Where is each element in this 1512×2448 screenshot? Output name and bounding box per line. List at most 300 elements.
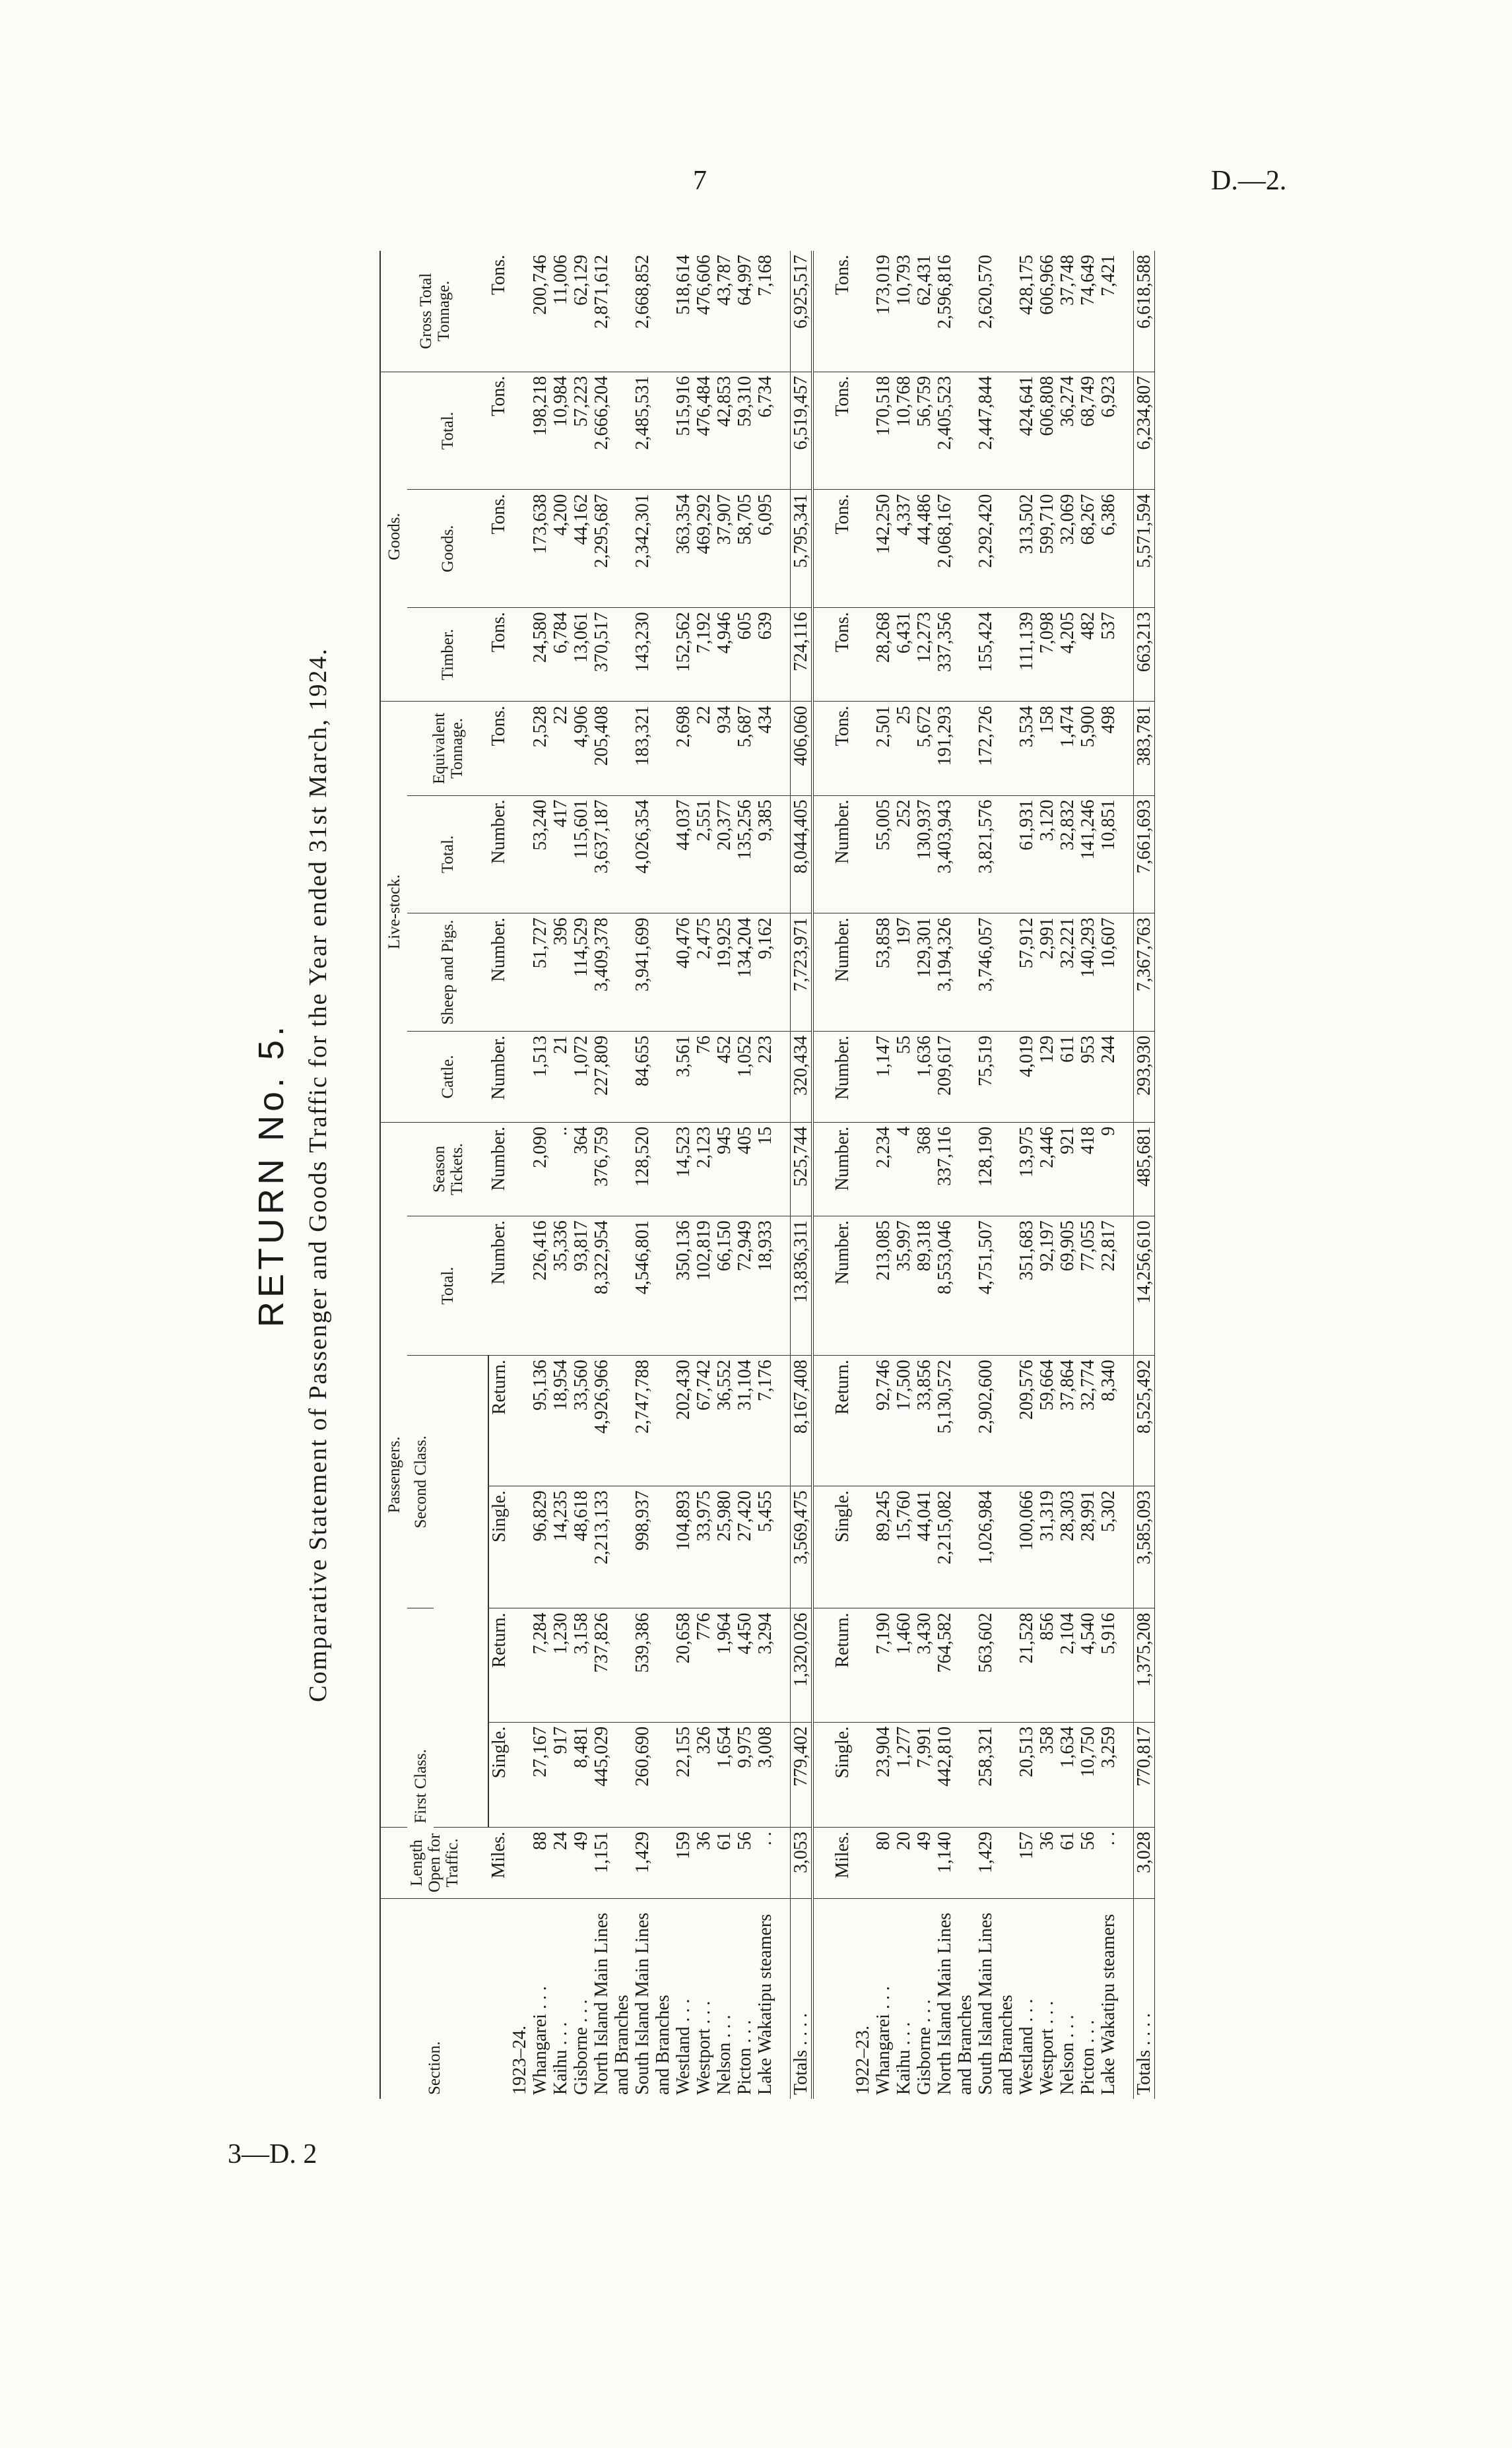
table-row: [550, 251, 571, 2099]
value-cell: 13,975: [1016, 1122, 1037, 1216]
value-cell: 3,008: [755, 1722, 775, 1827]
value-cell: 36: [1037, 1828, 1057, 1899]
value-cell: 13,061: [571, 608, 591, 702]
blank-cell: [853, 372, 873, 490]
total-value-cell: 3,053: [791, 1828, 813, 1899]
value-cell: 326: [694, 1722, 714, 1827]
value-cell: 1,140: [935, 1828, 975, 1899]
unit-cell: Number.: [488, 1032, 509, 1123]
header-passengers-total: Total.: [407, 1216, 488, 1356]
blank-cell: [775, 1122, 791, 1216]
value-cell: 10,984: [550, 372, 571, 490]
year-label: 1922–23.: [853, 2026, 873, 2095]
blank-cell: [775, 795, 791, 913]
table-row: [1057, 251, 1078, 2099]
value-cell: 4,906: [571, 702, 591, 795]
blank-cell: [853, 1828, 873, 1899]
value-cell: 43,787: [714, 251, 735, 372]
value-cell: 4,019: [1016, 1032, 1037, 1123]
value-cell: 599,710: [1037, 490, 1057, 608]
value-cell: 33,560: [571, 1356, 591, 1486]
blank-cell: [775, 251, 791, 372]
value-cell: 205,408: [591, 702, 632, 795]
value-cell: 364: [571, 1122, 591, 1216]
value-cell: 31,319: [1037, 1486, 1057, 1608]
value-cell: 606,808: [1037, 372, 1057, 490]
blank-cell: [812, 1898, 832, 2099]
value-cell: 128,520: [632, 1122, 673, 1216]
value-cell: 3,403,943: [935, 795, 975, 913]
value-cell: 2,666,204: [591, 372, 632, 490]
value-cell: 1,147: [873, 1032, 894, 1123]
value-cell: 2,528: [530, 702, 550, 795]
total-value-cell: 1,375,208: [1134, 1608, 1155, 1722]
value-cell: 6,734: [755, 372, 775, 490]
unit-cell: Tons.: [832, 608, 853, 702]
value-cell: 5,130,572: [935, 1356, 975, 1486]
blank-cell: [509, 1722, 530, 1827]
value-cell: 482: [1078, 608, 1098, 702]
blank-cell: [509, 372, 530, 490]
value-cell: 2,902,600: [975, 1356, 1016, 1486]
value-cell: 4,200: [550, 490, 571, 608]
value-cell: 142,250: [873, 490, 894, 608]
value-cell: 56: [735, 1828, 755, 1899]
unit-cell: Single.: [488, 1486, 509, 1608]
value-cell: 130,937: [914, 795, 935, 913]
value-cell: 1,474: [1057, 702, 1078, 795]
value-cell: 227,809: [591, 1032, 632, 1123]
header-goods-sub: Goods.: [407, 490, 488, 608]
total-value-cell: 13,836,311: [791, 1216, 813, 1356]
blank-cell: [775, 1722, 791, 1827]
value-cell: 606,966: [1037, 251, 1057, 372]
value-cell: 200,746: [530, 251, 550, 372]
value-cell: 764,582: [935, 1608, 975, 1722]
value-cell: 405: [735, 1122, 755, 1216]
total-value-cell: 6,925,517: [791, 251, 813, 372]
value-cell: 537: [1098, 608, 1119, 702]
value-cell: 67,742: [694, 1356, 714, 1486]
section-name: Westland . . .: [673, 1999, 694, 2095]
value-cell: 173,019: [873, 251, 894, 372]
value-cell: 49: [571, 1828, 591, 1899]
totals-row: [791, 251, 813, 2099]
value-cell: 37,907: [714, 490, 735, 608]
sheet-reference: 3—D. 2: [228, 2139, 317, 2169]
value-cell: 424,641: [1016, 372, 1037, 490]
totals-label: Totals . . . .: [1134, 1898, 1155, 2099]
value-cell: 6,386: [1098, 490, 1119, 608]
value-cell: 27,420: [735, 1486, 755, 1608]
value-cell: 173,638: [530, 490, 550, 608]
unit-cell: Number.: [488, 1216, 509, 1356]
value-cell: 1,513: [530, 1032, 550, 1123]
value-cell: 2,551: [694, 795, 714, 913]
value-cell: 856: [1037, 1608, 1057, 1722]
value-cell: 25,980: [714, 1486, 735, 1608]
value-cell: 134,204: [735, 913, 755, 1032]
value-cell: 8,340: [1098, 1356, 1119, 1486]
section-name: Lake Wakatipu steamers: [755, 1913, 775, 2095]
table-body: [488, 251, 1155, 2099]
value-cell: 258,321: [975, 1722, 1016, 1827]
value-cell: 61: [1057, 1828, 1078, 1899]
value-cell: 10,607: [1098, 913, 1119, 1032]
value-cell: 7,176: [755, 1356, 775, 1486]
value-cell: 445,029: [591, 1722, 632, 1827]
blank-cell: [775, 1216, 791, 1356]
table-row: [975, 251, 1016, 2099]
value-cell: 2,501: [873, 702, 894, 795]
blank-cell: [812, 251, 832, 372]
unit-cell: Number.: [488, 795, 509, 913]
value-cell: 36,274: [1057, 372, 1078, 490]
value-cell: 5,900: [1078, 702, 1098, 795]
value-cell: 44,041: [914, 1486, 935, 1608]
value-cell: 7,098: [1037, 608, 1057, 702]
unit-cell: Single.: [832, 1486, 853, 1608]
value-cell: 4,926,966: [591, 1356, 632, 1486]
value-cell: 57,223: [571, 372, 591, 490]
value-cell: 1,230: [550, 1608, 571, 1722]
unit-cell: [488, 1898, 509, 2099]
table-row: [694, 251, 714, 2099]
value-cell: 11,006: [550, 251, 571, 372]
value-cell: 3,194,326: [935, 913, 975, 1032]
value-cell: 363,354: [673, 490, 694, 608]
value-cell: 3,637,187: [591, 795, 632, 913]
blank-cell: [812, 1486, 832, 1608]
value-cell: 32,774: [1078, 1356, 1098, 1486]
value-cell: 226,416: [530, 1216, 550, 1356]
value-cell: 5,672: [914, 702, 935, 795]
value-cell: 921: [1057, 1122, 1078, 1216]
value-cell: 115,601: [571, 795, 591, 913]
value-cell: 368: [914, 1122, 935, 1216]
section-name: Nelson . . .: [1057, 2014, 1078, 2095]
total-value-cell: 485,681: [1134, 1122, 1155, 1216]
total-value-cell: 5,795,341: [791, 490, 813, 608]
value-cell: 1,460: [894, 1608, 914, 1722]
blank-cell: [853, 1722, 873, 1827]
value-cell: 28,991: [1078, 1486, 1098, 1608]
blank-cell: [775, 1486, 791, 1608]
value-cell: 57,912: [1016, 913, 1037, 1032]
value-cell: 2,446: [1037, 1122, 1057, 1216]
section-name: South Island Main Lines and Branches: [632, 1912, 673, 2095]
unit-cell: Return.: [488, 1356, 509, 1486]
value-cell: 25: [894, 702, 914, 795]
unit-cell: Tons.: [832, 372, 853, 490]
value-cell: 2,215,082: [935, 1486, 975, 1608]
value-cell: 2,475: [694, 913, 714, 1032]
value-cell: 3,941,699: [632, 913, 673, 1032]
return-heading: [244, 251, 333, 2099]
header-first-class: First Class.: [411, 1749, 430, 1824]
blank-cell: [1119, 1898, 1134, 2099]
totals-row: [1134, 251, 1155, 2099]
blank-cell: [775, 1898, 791, 2099]
value-cell: 1,964: [714, 1608, 735, 1722]
value-cell: 8,322,954: [591, 1216, 632, 1356]
header-second-class: Second Class.: [407, 1356, 434, 1608]
table-row: [1016, 251, 1037, 2099]
value-cell: 32,832: [1057, 795, 1078, 913]
value-cell: 917: [550, 1722, 571, 1827]
blank-cell: [1119, 702, 1134, 795]
value-cell: . .: [1098, 1828, 1119, 1899]
return-subtitle: Comparative Statement of Passenger and Goods Traffic for the Year ended 31st March, 1924.: [304, 647, 332, 1702]
value-cell: 953: [1078, 1032, 1098, 1123]
blank-cell: [1119, 1608, 1134, 1722]
header-goods-total: Total.: [407, 372, 488, 490]
table-row: [894, 251, 914, 2099]
value-cell: 22: [694, 702, 714, 795]
value-cell: 197: [894, 913, 914, 1032]
total-value-cell: 3,028: [1134, 1828, 1155, 1899]
value-cell: 20,658: [673, 1608, 694, 1722]
value-cell: 74,649: [1078, 251, 1098, 372]
header-gross-tonnage: Gross Total Tonnage.: [380, 251, 488, 372]
blank-cell: [509, 490, 530, 608]
value-cell: 198,218: [530, 372, 550, 490]
total-value-cell: 383,781: [1134, 702, 1155, 795]
value-cell: 76: [694, 1032, 714, 1123]
value-cell: 128,190: [975, 1122, 1016, 1216]
section-name: Whangarei . . .: [873, 1986, 894, 2095]
value-cell: 17,500: [894, 1356, 914, 1486]
blank-cell: [812, 702, 832, 795]
value-cell: 62,129: [571, 251, 591, 372]
value-cell: 351,683: [1016, 1216, 1037, 1356]
value-cell: 2,123: [694, 1122, 714, 1216]
value-cell: 33,975: [694, 1486, 714, 1608]
value-cell: 1,634: [1057, 1722, 1078, 1827]
total-value-cell: 663,213: [1134, 608, 1155, 702]
value-cell: 2,747,788: [632, 1356, 673, 1486]
value-cell: 66,150: [714, 1216, 735, 1356]
value-cell: 2,668,852: [632, 251, 673, 372]
value-cell: 4,546,801: [632, 1216, 673, 1356]
value-cell: 4,026,354: [632, 795, 673, 913]
blank-cell: [853, 913, 873, 1032]
value-cell: 14,235: [550, 1486, 571, 1608]
value-cell: 96,829: [530, 1486, 550, 1608]
gap-row: [1119, 251, 1134, 2099]
blank-cell: [853, 1356, 873, 1486]
value-cell: 4,946: [714, 608, 735, 702]
value-cell: 2,234: [873, 1122, 894, 1216]
value-cell: 37,864: [1057, 1356, 1078, 1486]
value-cell: 418: [1078, 1122, 1098, 1216]
value-cell: 515,916: [673, 372, 694, 490]
table-row: [935, 251, 975, 2099]
section-name: North Island Main Lines and Branches: [591, 1912, 632, 2095]
blank-cell: [853, 251, 873, 372]
value-cell: 55,005: [873, 795, 894, 913]
gap-row: [775, 251, 791, 2099]
value-cell: 6,923: [1098, 372, 1119, 490]
value-cell: 1,052: [735, 1032, 755, 1123]
value-cell: 1,429: [632, 1828, 673, 1899]
blank-cell: [1119, 1122, 1134, 1216]
value-cell: 35,997: [894, 1216, 914, 1356]
value-cell: 3,120: [1037, 795, 1057, 913]
unit-cell: Tons.: [832, 251, 853, 372]
value-cell: 89,318: [914, 1216, 935, 1356]
table-row: [914, 251, 935, 2099]
value-cell: 3,561: [673, 1032, 694, 1123]
unit-cell: Tons.: [488, 702, 509, 795]
value-cell: 92,746: [873, 1356, 894, 1486]
blank-cell: [812, 913, 832, 1032]
blank-cell: [812, 608, 832, 702]
blank-cell: [812, 1032, 832, 1123]
value-cell: 88: [530, 1828, 550, 1899]
value-cell: 2,104: [1057, 1608, 1078, 1722]
total-value-cell: 8,525,492: [1134, 1356, 1155, 1486]
value-cell: 2,447,844: [975, 372, 1016, 490]
total-value-cell: 1,320,026: [791, 1608, 813, 1722]
value-cell: 563,602: [975, 1608, 1016, 1722]
unit-cell: Tons.: [488, 490, 509, 608]
value-cell: 605: [735, 608, 755, 702]
unit-cell: Return.: [832, 1608, 853, 1722]
value-cell: 7,192: [694, 608, 714, 702]
value-cell: 209,576: [1016, 1356, 1037, 1486]
header-sheep-pigs: Sheep and Pigs.: [407, 913, 488, 1032]
value-cell: 183,321: [632, 702, 673, 795]
blank-cell: [812, 1608, 832, 1722]
value-cell: 9,385: [755, 795, 775, 913]
section-name: Westport . . .: [1037, 2001, 1057, 2095]
value-cell: 3,409,378: [591, 913, 632, 1032]
unit-cell: Number.: [832, 1216, 853, 1356]
value-cell: 370,517: [591, 608, 632, 702]
total-value-cell: 779,402: [791, 1722, 813, 1827]
value-cell: 1,151: [591, 1828, 632, 1899]
blank-cell: [853, 490, 873, 608]
value-cell: 337,356: [935, 608, 975, 702]
unit-row: [488, 251, 509, 2099]
blank-cell: [509, 702, 530, 795]
value-cell: 358: [1037, 1722, 1057, 1827]
total-value-cell: 8,167,408: [791, 1356, 813, 1486]
value-cell: 498: [1098, 702, 1119, 795]
value-cell: 64,997: [735, 251, 755, 372]
value-cell: 4,751,507: [975, 1216, 1016, 1356]
value-cell: 80: [873, 1828, 894, 1899]
value-cell: 2,405,523: [935, 372, 975, 490]
header-livestock-total: Total.: [407, 795, 488, 913]
value-cell: 1,654: [714, 1722, 735, 1827]
value-cell: 434: [755, 702, 775, 795]
total-value-cell: 770,817: [1134, 1722, 1155, 1827]
total-value-cell: 3,585,093: [1134, 1486, 1155, 1608]
page-number: 7: [693, 166, 707, 196]
blank-cell: [775, 913, 791, 1032]
value-cell: 209,617: [935, 1032, 975, 1123]
value-cell: 417: [550, 795, 571, 913]
value-cell: 36: [694, 1828, 714, 1899]
table-row: [714, 251, 735, 2099]
value-cell: 191,293: [935, 702, 975, 795]
value-cell: 4,540: [1078, 1608, 1098, 1722]
value-cell: 213,085: [873, 1216, 894, 1356]
value-cell: 5,916: [1098, 1608, 1119, 1722]
value-cell: 4,450: [735, 1608, 755, 1722]
value-cell: 7,421: [1098, 251, 1119, 372]
unit-row: [832, 251, 853, 2099]
table-row: [673, 251, 694, 2099]
value-cell: 12,273: [914, 608, 935, 702]
unit-cell: Return.: [488, 1608, 509, 1722]
blank-cell: [775, 608, 791, 702]
value-cell: 3,430: [914, 1608, 935, 1722]
total-value-cell: 3,569,475: [791, 1486, 813, 1608]
blank-cell: [509, 795, 530, 913]
value-cell: 111,139: [1016, 608, 1037, 702]
blank-cell: [812, 1216, 832, 1356]
table-row: [1078, 251, 1098, 2099]
blank-cell: [775, 490, 791, 608]
header-timber: Timber.: [407, 608, 488, 702]
value-cell: 100,066: [1016, 1486, 1037, 1608]
value-cell: 102,819: [694, 1216, 714, 1356]
value-cell: 155,424: [975, 608, 1016, 702]
value-cell: 15,760: [894, 1486, 914, 1608]
value-cell: 1,026,984: [975, 1486, 1016, 1608]
blank-cell: [853, 1216, 873, 1356]
table-row: [873, 251, 894, 2099]
value-cell: 159: [673, 1828, 694, 1899]
total-value-cell: 7,367,763: [1134, 913, 1155, 1032]
total-value-cell: 5,571,594: [1134, 490, 1155, 608]
section-name: Kaihu . . .: [894, 2022, 914, 2095]
value-cell: 49: [914, 1828, 935, 1899]
value-cell: 7,284: [530, 1608, 550, 1722]
value-cell: 51,727: [530, 913, 550, 1032]
value-cell: 31,104: [735, 1356, 755, 1486]
total-value-cell: 6,618,588: [1134, 251, 1155, 372]
blank-cell: [775, 1828, 791, 1899]
value-cell: 476,606: [694, 251, 714, 372]
blank-cell: [1119, 608, 1134, 702]
value-cell: 3,158: [571, 1608, 591, 1722]
year-row: [853, 251, 873, 2099]
value-cell: 3,259: [1098, 1722, 1119, 1827]
section-name: North Island Main Lines and Branches: [935, 1912, 975, 2095]
blank-cell: [509, 1356, 530, 1486]
value-cell: 141,246: [1078, 795, 1098, 913]
value-cell: 6,784: [550, 608, 571, 702]
totals-label: Totals . . . .: [791, 1898, 813, 2099]
blank-cell: [812, 795, 832, 913]
value-cell: 170,518: [873, 372, 894, 490]
value-cell: 7,190: [873, 1608, 894, 1722]
value-cell: 2,485,531: [632, 372, 673, 490]
value-cell: 93,817: [571, 1216, 591, 1356]
blank-cell: [775, 1032, 791, 1123]
value-cell: 2,068,167: [935, 490, 975, 608]
blank-cell: [509, 608, 530, 702]
value-cell: 129,301: [914, 913, 935, 1032]
value-cell: 92,197: [1037, 1216, 1057, 1356]
value-cell: 18,954: [550, 1356, 571, 1486]
total-value-cell: 6,234,807: [1134, 372, 1155, 490]
value-cell: 61: [714, 1828, 735, 1899]
